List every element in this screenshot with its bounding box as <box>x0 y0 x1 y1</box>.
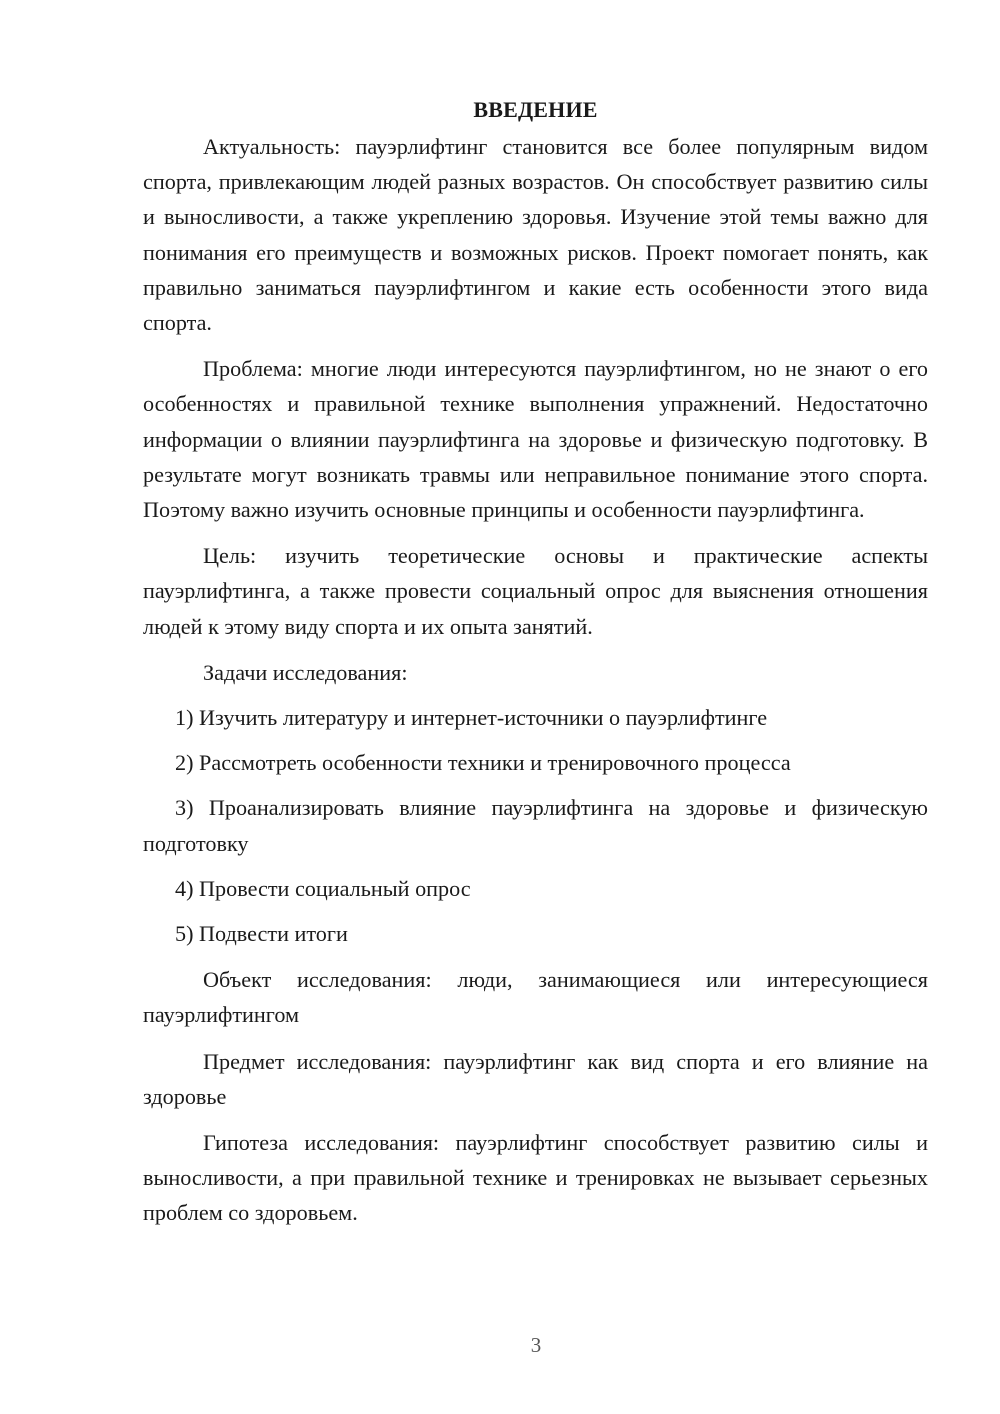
hypothesis-paragraph: Гипотеза исследования: пауэрлифтинг способствует развитию силы и выносливости, а при правильной технике и тренировках не вызывает серьезных проблем со здоровьем. <box>143 1130 928 1226</box>
problem-paragraph: Проблема: многие люди интересуются пауэрлифтингом, но не знают о его особенностях и правильной технике выполнения упражнений. Недостаточно информации о влиянии пауэрлифтинга на здоровье и физическую подготовку. В результате могут возникать травмы или неправильное понимание этого спорта. Поэтому важно изучить основные принципы и особенности пауэрлифтинга. <box>143 356 928 523</box>
page-number: 3 <box>530 1333 542 1357</box>
subject-paragraph: Предмет исследования: пауэрлифтинг как вид спорта и его влияние на здоровье <box>143 1048 928 1109</box>
object-paragraph: Объект исследования: люди, занимающиеся или интересующиеся пауэрлифтингом <box>143 967 928 1028</box>
task-item-2: 2) Рассмотреть особенности техники и тренировочного процесса <box>175 750 791 776</box>
goal-paragraph: Цель: изучить теоретические основы и практические аспекты пауэрлифтинга, а также провести социальный опрос для выяснения отношения людей к этому виду спорта и их опыта занятий. <box>143 543 928 639</box>
tasks-heading: Задачи исследования: <box>203 659 408 685</box>
task-item-4: 4) Провести социальный опрос <box>175 875 471 901</box>
document-page <box>143 92 928 1231</box>
page-title: ВВЕДЕНИЕ <box>473 97 598 122</box>
relevance-paragraph: Актуальность: пауэрлифтинг становится все более популярным видом спорта, привлекающим людей разных возрастов. Он способствует развитию силы и выносливости, а также укреплению здоровья. Изучение этой темы важно для понимания его преимуществ и возможных рисков. Проект помогает понять, как правильно заниматься пауэрлифтингом и какие есть особенности этого вида спорта. <box>143 134 928 336</box>
task-item-5: 5) Подвести итоги <box>175 921 348 947</box>
task-item-3: 3) Проанализировать влияние пауэрлифтинга на здоровье и физическую подготовку <box>143 795 928 856</box>
task-item-1: 1) Изучить литературу и интернет-источники о пауэрлифтинге <box>175 705 768 731</box>
